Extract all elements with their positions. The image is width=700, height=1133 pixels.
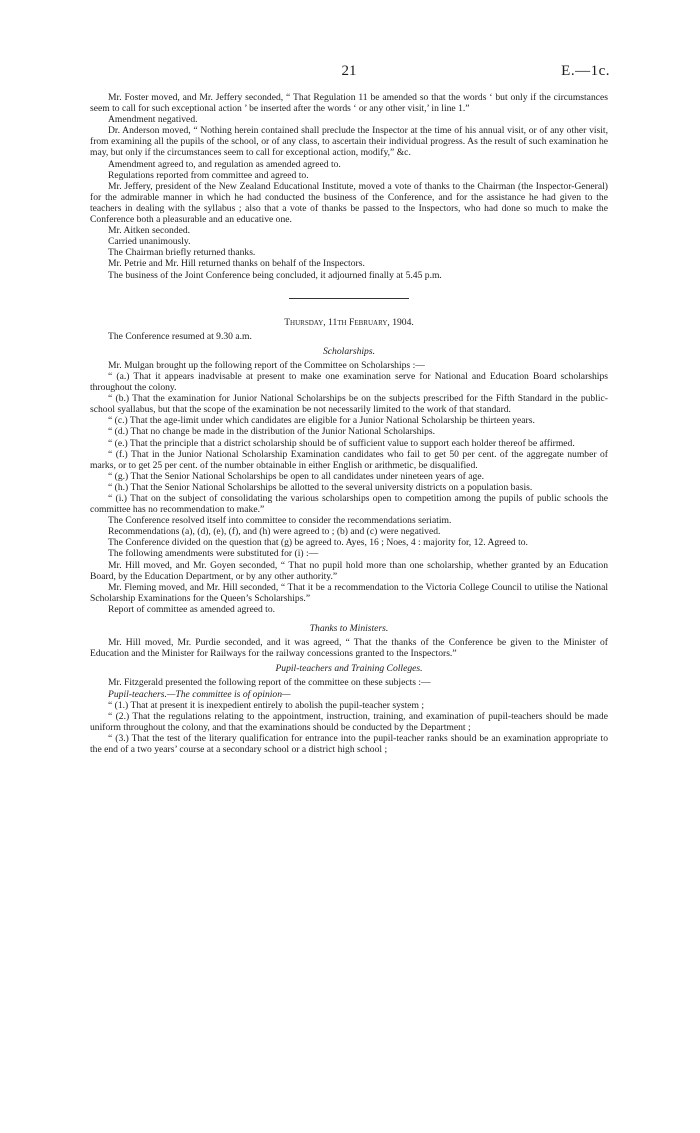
paragraph: The Conference divided on the question that (g) be agreed to. Ayes, 16 ; Noes, 4 : majority for, 12. Agreed to. (108, 537, 528, 549)
document-reference: E.—1c. (561, 63, 610, 79)
paragraph: “ (e.) That the principle that a district scholarship should be of sufficient value to support each holder thereof be affirmed. (108, 437, 575, 449)
paragraph: “ (3.) That the test of the literary qualification for entrance into the pupil-teacher ranks should be an examination appropriate to the end of a two years’ course at a secondary school or a district high school ; (90, 732, 608, 755)
thanks-section (90, 637, 608, 659)
paragraph: The Conference resumed at 9.30 a.m. (108, 330, 252, 342)
paragraph: Mr. Fitzgerald presented the following report of the committee on these subjects :— (108, 677, 431, 689)
paragraph: Carried unanimously. (108, 236, 191, 248)
page-header (90, 63, 610, 92)
paragraph: The following amendments were substituted for (i) :— (108, 548, 319, 560)
paragraph: “ (b.) That the examination for Junior National Scholarships be on the subjects prescribed for the Fifth Standard in the public-school syallabus, but that the scope of the examination be not necessarily limited to the work of that standard. (90, 393, 608, 416)
section-divider (289, 298, 409, 299)
paragraph: Mr. Aitken seconded. (108, 225, 191, 237)
paragraph: Pupil-teachers.—The committee is of opinion— (108, 688, 291, 700)
paragraph: Mr. Hill moved, and Mr. Goyen seconded, “ That no pupil hold more than one scholarship, whether granted by an Education Board, by the Education Department, or by any other authority.” (90, 559, 608, 582)
paragraph: Mr. Mulgan brought up the following report of the Committee on Scholarships :— (108, 359, 425, 371)
document-page (90, 63, 610, 755)
paragraph: Mr. Jeffery, president of the New Zealand Educational Institute, moved a vote of thanks to the Chairman (the Inspector-General) for the admirable manner in which he had conducted the business of the Conference, and for the assistance he had given to the teachers in dealing with the syllabus ; also that a vote of thanks be passed to the Inspectors, who had done so much to make the Conference both a pleasurable and an educative one. (90, 180, 608, 226)
paragraph: “ (i.) That on the subject of consolidating the various scholarships open to competition among the pupils of public schools the committee has no recommendation to make.” (90, 493, 608, 516)
scholarships-section (90, 360, 608, 615)
paragraph: “ (f.) That in the Junior National Scholarship Examination candidates who fail to get 50 per cent. of the aggregate number of marks, or to get 25 per cent. of the number obtainable in either English or arithmetic, be disqualified. (90, 448, 608, 471)
paragraph: Amendment agreed to, and regulation as amended agreed to. (108, 158, 341, 170)
section-heading-pupil-teachers: Pupil-teachers and Training Colleges. (275, 663, 423, 675)
paragraph: Mr. Foster moved, and Mr. Jeffery seconded, “ That Regulation 11 be amended so that the words ‘ but only if the circumstances seem to call for such exceptional action ’ be inserted after the words ‘ or any other visit,’ in line 1.” (90, 92, 608, 115)
paragraph: “ (a.) That it appears inadvisable at present to make one examination serve for National and Education Board scholarships throughout the colony. (90, 370, 608, 394)
section-heading-thanks: Thanks to Ministers. (309, 623, 389, 635)
page-number: 21 (341, 63, 357, 79)
paragraph: “ (1.) That at present it is inexpedient entirely to abolish the pupil-teacher system ; (108, 699, 425, 711)
paragraph: Mr. Fleming moved, and Mr. Hill seconded, “ That it be a recommendation to the Victoria College Council to utilise the National Scholarship Examinations for the Queen’s Scholarships.” (90, 581, 608, 604)
paragraph: Regulations reported from committee and agreed to. (108, 169, 309, 181)
paragraph: Recommendations (a), (d), (e), (f), and (h) were agreed to ; (b) and (c) were negatived. (108, 526, 441, 538)
paragraph: “ (c.) That the age-limit under which candidates are eligible for a Junior National Scholarship be thirteen years. (108, 415, 535, 427)
paragraph: The business of the Joint Conference being concluded, it adjourned finally at 5.45 p.m. (108, 269, 442, 281)
proceedings-block (90, 92, 608, 281)
paragraph: Dr. Anderson moved, “ Nothing herein contained shall preclude the Inspector at the time of his annual visit, or of any other visit, from examining all the pupils of the school, or of any class, to ascertain their individual progress. As the result of such examination he may, but only if the circumstances seem to call for exceptional action, modify,” &c. (90, 125, 608, 159)
paragraph: “ (2.) That the regulations relating to the appointment, instruction, training, and examination of pupil-teachers should be made uniform throughout the colony, and that the examinations should be conducted by the Department ; (90, 710, 608, 733)
paragraph: The Conference resolved itself into committee to consider the recommendations seriatim. (108, 515, 452, 527)
pupil-teachers-section (90, 677, 608, 755)
paragraph: “ (d.) That no change be made in the distribution of the Junior National Scholarships. (108, 426, 436, 438)
paragraph: “ (g.) That the Senior National Scholarships be open to all candidates under nineteen years of age. (108, 470, 484, 482)
paragraph: Mr. Petrie and Mr. Hill returned thanks on behalf of the Inspectors. (108, 258, 365, 270)
paragraph: Mr. Hill moved, Mr. Purdie seconded, and it was agreed, “ That the thanks of the Conference be given to the Minister of Education and the Minister for Railways for the railway concessions granted to the Inspectors.” (90, 637, 608, 660)
date-heading: Thursday, 11th February, 1904. (284, 316, 414, 328)
paragraph: Report of committee as amended agreed to. (108, 603, 276, 615)
paragraph: Amendment negatived. (108, 114, 198, 126)
section-heading-scholarships: Scholarships. (323, 345, 375, 357)
paragraph: “ (h.) That the Senior National Scholarships be allotted to the several university districts on a population basis. (108, 481, 533, 493)
paragraph: The Chairman briefly returned thanks. (108, 247, 256, 259)
